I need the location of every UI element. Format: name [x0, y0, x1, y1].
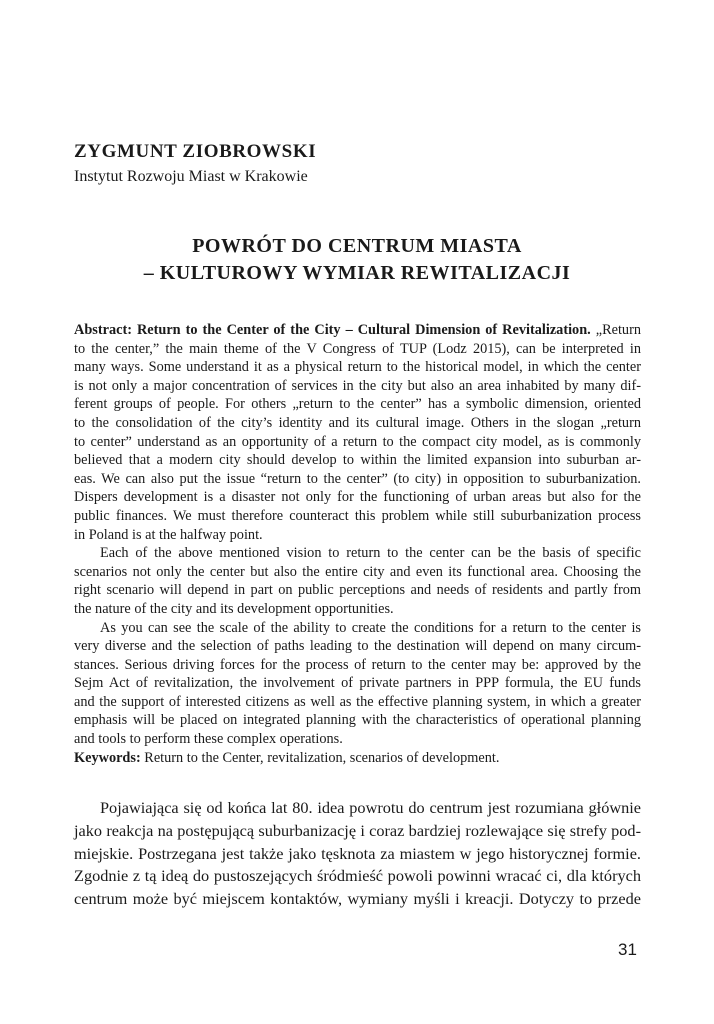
article-title	[74, 233, 640, 287]
abstract-line: believed that a modern city should develop to within the limited expansion into suburban ar-	[74, 452, 641, 469]
keywords-label: Keywords:	[74, 749, 141, 766]
abstract-line: public finances. We must therefore counteract this problem while still suburbanization process	[74, 507, 641, 524]
body-line: Pojawiająca się od końca lat 80. idea powrotu do centrum jest rozumiana głównie	[100, 798, 641, 817]
body-line: Zgodnie z tą ideą do pustoszejących śródmieść powoli powinni wracać ci, dla których	[74, 866, 641, 886]
abstract-line: and the support of interested citizens as well as the effective planning system, in which a greater	[74, 693, 641, 710]
abstract-line: to the consolidation of the city’s identity and its cultural image. Others in the slogan „return	[74, 414, 641, 431]
body-text	[74, 797, 641, 911]
abstract-line: right scenario will depend in part on public perceptions and needs of residents and partly from	[74, 582, 641, 599]
abstract-line: many ways. Some understand it as a physical return to the historical model, in which the center	[74, 359, 641, 376]
keywords-text: Return to the Center, revitalization, scenarios of development.	[140, 749, 500, 766]
abstract-line: stances. Serious driving forces for the process of return to the center may be: approved by the	[74, 656, 641, 673]
abstract-line: is not only a major concentration of services in the city but also an area inhabited by many dif-	[74, 377, 641, 394]
abstract-paragraph-1	[74, 321, 641, 544]
abstract-line: scenarios not only the center but also the entire city and even its functional area. Choosing the	[74, 563, 641, 580]
abstract-line: the nature of the city and its development opportunities.	[74, 600, 394, 617]
abstract-line: to the center,” the main theme of the V Congress of TUP (Lodz 2015), can be interpreted in	[74, 340, 641, 357]
abstract-line: and tools to perform these complex operations.	[74, 731, 343, 748]
abstract-line: very diverse and the selection of paths leading to the destination will depend on many circum-	[74, 638, 641, 655]
abstract-line: Sejm Act of revitalization, the involvement of private partners in PPP formula, the EU funds	[74, 675, 641, 692]
title-line-2: – KULTUROWY WYMIAR REWITALIZACJI	[143, 262, 571, 284]
body-line: miejskie. Postrzegana jest także jako tęsknota za miastem w jego historycznej formie.	[74, 843, 641, 863]
page-number: 31	[618, 940, 637, 959]
author-affiliation: Instytut Rozwoju Miast w Krakowie	[74, 168, 308, 185]
abstract-label: Abstract: Return to the Center of the City – Cultural Dimension of Revitalization.	[74, 322, 591, 338]
body-line: centrum może być miejscem kontaktów, wymiany myśli i kreacji. Dotyczy to przede	[74, 889, 641, 909]
title-line-1: POWRÓT DO CENTRUM MIASTA	[192, 235, 522, 257]
abstract-paragraph-3	[74, 619, 641, 749]
abstract-line: As you can see the scale of the ability to create the conditions for a return to the center is	[100, 619, 641, 636]
abstract-line: Abstract: Return to the Center of the City – Cultural Dimension of Revitalization. „Return	[74, 322, 641, 338]
body-line: jako reakcja na postępującą suburbanizację i coraz bardziej rozlewające się strefy pod-	[74, 820, 641, 840]
abstract-line: to center” understand as an opportunity of a return to the compact city model, as is commonly	[74, 433, 641, 450]
abstract	[74, 321, 641, 767]
abstract-line: emphasis will be placed on integrated planning with the characteristics of operational planning	[74, 712, 641, 729]
abstract-line: Dispers development is a disaster not only for the functioning of urban areas but also for the	[74, 489, 641, 506]
author-name: ZYGMUNT ZIOBROWSKI	[74, 141, 317, 162]
abstract-line: Each of the above mentioned vision to return to the center can be the basis of specific	[100, 545, 641, 562]
abstract-line: ferent groups of people. For others „return to the center” has a symbolic dimension, oriented	[74, 396, 641, 413]
abstract-line: in Poland is at the halfway point.	[74, 526, 263, 543]
abstract-paragraph-2	[74, 544, 641, 618]
keywords	[74, 749, 641, 768]
abstract-line: eas. We can also put the issue “return to the center” (to city) in opposition to suburbanization.	[74, 470, 641, 487]
